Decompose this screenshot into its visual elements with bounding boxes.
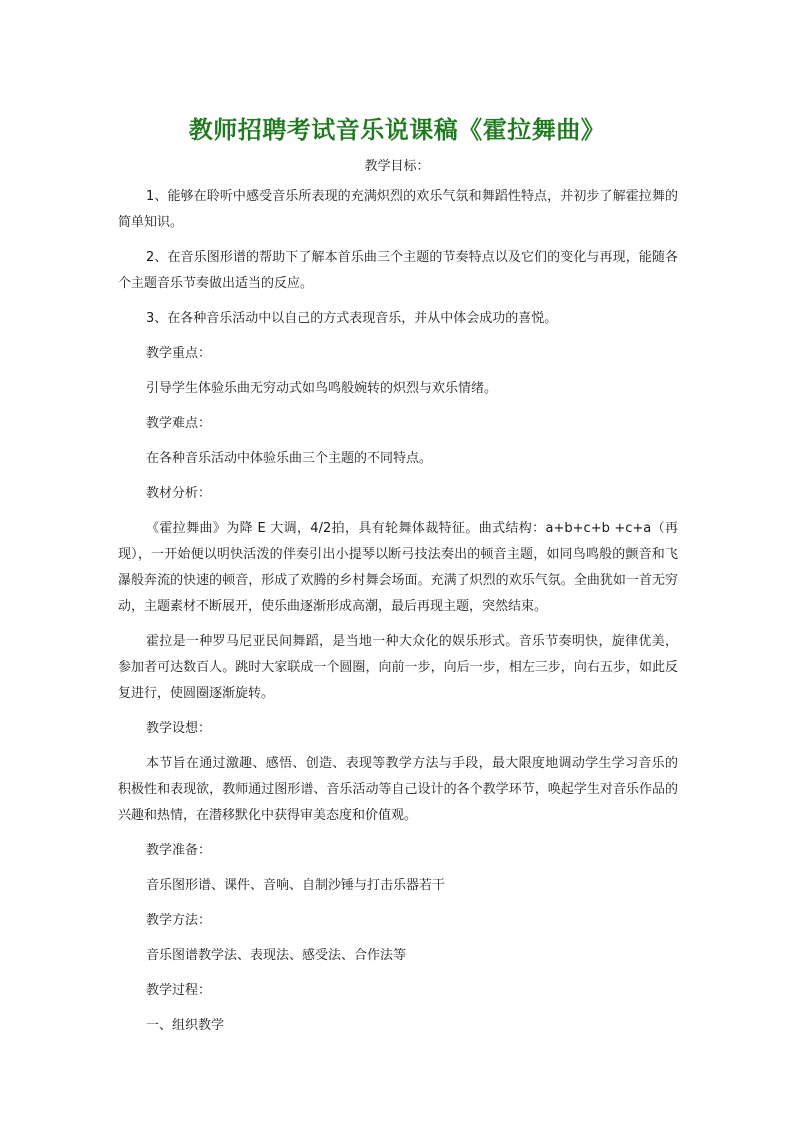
document-body <box>118 184 678 1048</box>
section-heading: 教学难点： <box>146 416 212 431</box>
paragraph: 霍拉是一种罗马尼亚民间舞蹈，是当地一种大众化的娱乐形式。音乐节奏明快，旋律优美，参加者可达数百人。跳时大家联成一个圆圈，向前一步，向后一步，相左三步，向右五步，如此反复进行，使圆圈逐渐旋转。 <box>118 634 678 701</box>
paragraph: 一、组织教学 <box>146 1018 225 1033</box>
section-heading: 教学设想： <box>146 721 212 736</box>
section-heading: 教材分析： <box>146 486 212 501</box>
paragraph: 本节旨在通过激趣、感悟、创造、表现等教学方法与手段，最大限度地调动学生学习音乐的积极性和表现欲，教师通过图形谱、音乐活动等自己设计的各个教学环节，唤起学生对音乐作品的兴趣和热情，在潜移默化中获得审美态度和价值观。 <box>118 756 678 823</box>
paragraph: 2、在音乐图形谱的帮助下了解本首乐曲三个主题的节奏特点以及它们的变化与再现，能随各个主题音乐节奏做出适当的反应。 <box>118 250 678 291</box>
section-heading: 教学过程： <box>146 983 212 998</box>
section-heading-objectives: 教学目标： <box>364 159 430 174</box>
paragraph: 音乐图形谱、课件、音响、自制沙锤与打击乐器若干 <box>146 878 446 893</box>
paragraph: 音乐图谱教学法、表现法、感受法、合作法等 <box>146 948 407 963</box>
section-heading: 教学重点： <box>146 346 212 361</box>
section-heading: 教学准备： <box>146 843 212 858</box>
paragraph: 在各种音乐活动中体验乐曲三个主题的不同特点。 <box>146 451 433 466</box>
paragraph: 1、能够在聆听中感受音乐所表现的充满炽烈的欢乐气氛和舞蹈性特点，并初步了解霍拉舞的简单知识。 <box>118 189 678 230</box>
paragraph: 3、在各种音乐活动中以自己的方式表现音乐，并从中体会成功的喜悦。 <box>146 311 558 326</box>
paragraph: 引导学生体验乐曲无穷动式如鸟鸣般婉转的炽烈与欢乐情绪。 <box>146 381 498 396</box>
document-title: 教师招聘考试音乐说课稿《霍拉舞曲》 <box>188 115 606 144</box>
paragraph: 《霍拉舞曲》为降 E 大调，4/2拍，具有轮舞体裁特征。曲式结构：a+b+c+b +c+a（再现），一开始便以明快活泼的伴奏引出小提琴以断弓技法奏出的顿音主题，如同鸟鸣般的颤音和飞瀑般奔流的快速的顿音，形成了欢腾的乡村舞会场面。充满了炽烈的欢乐气氛。全曲犹如一首无穷动，主题素材不断展开，使乐曲逐渐形成高潮，最后再现主题，突然结束。 <box>118 521 678 614</box>
section-heading: 教学方法： <box>146 913 212 928</box>
